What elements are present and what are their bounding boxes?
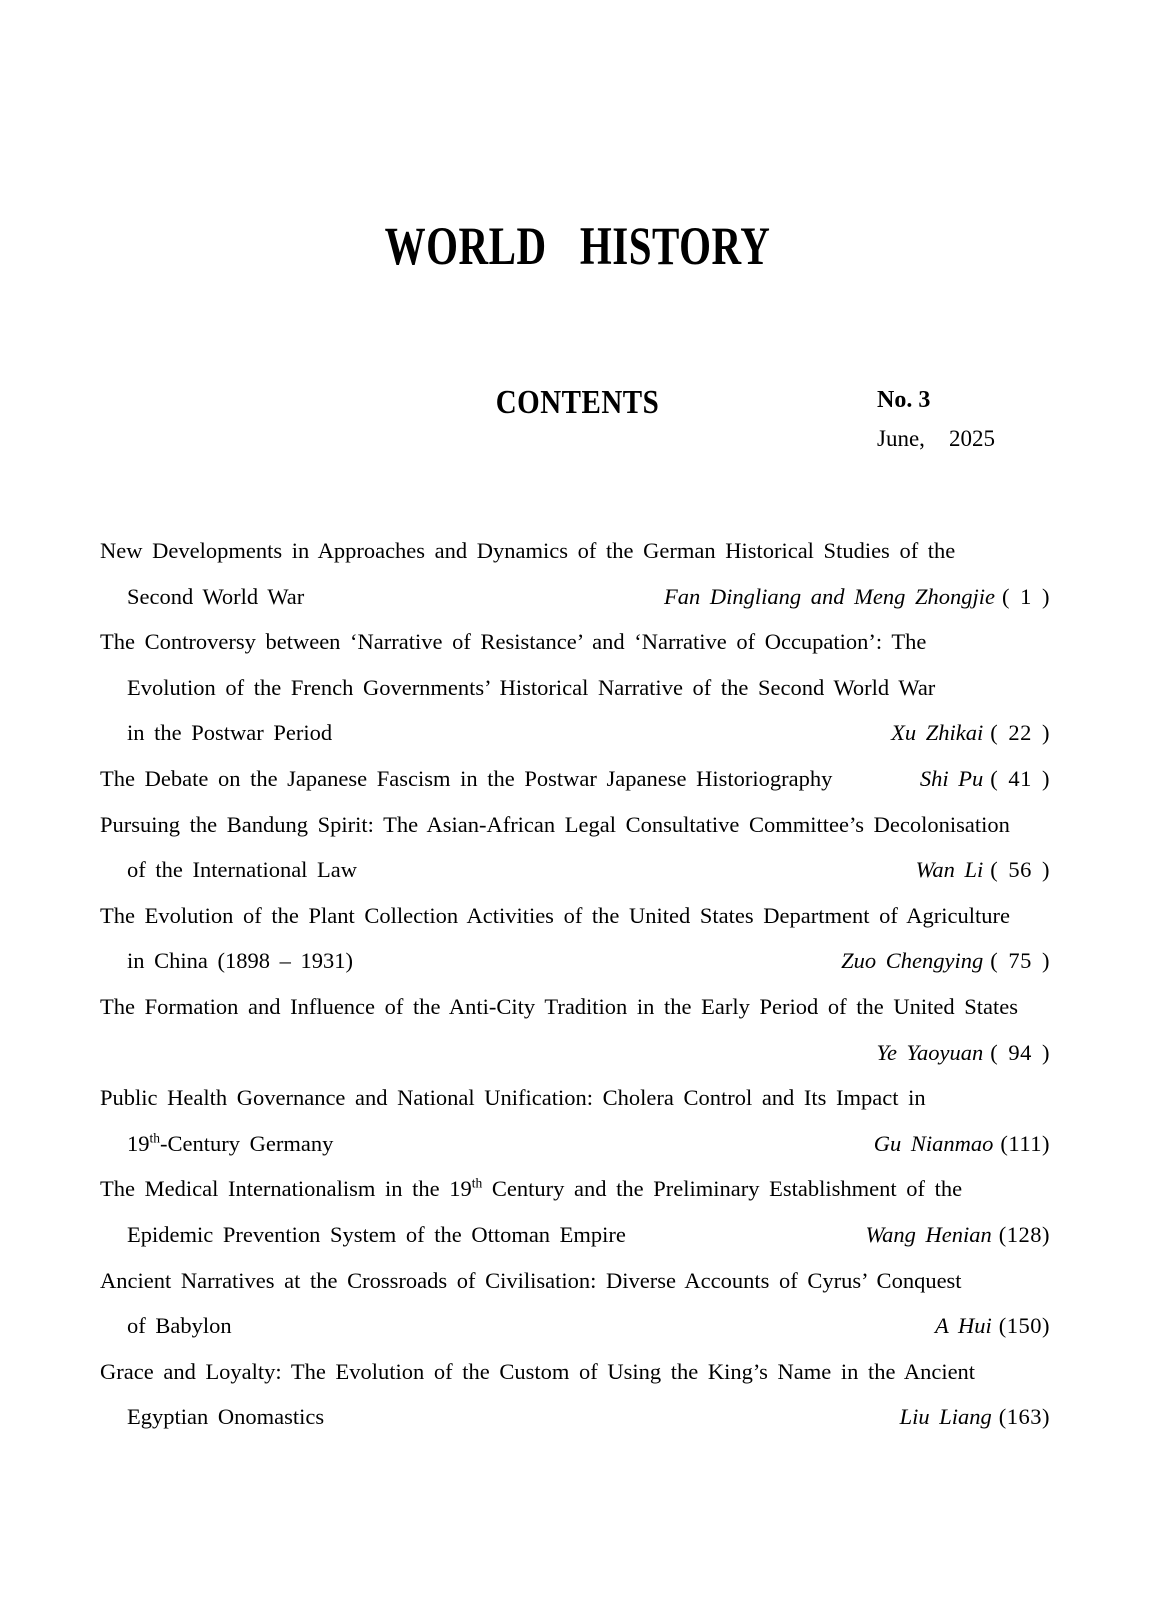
toc-line [100, 1030, 1050, 1076]
toc-line-reference [664, 574, 1050, 620]
toc-line [100, 1303, 1050, 1349]
page-number: (163) [998, 1404, 1050, 1430]
toc-line [100, 665, 1050, 711]
toc-line [100, 802, 1050, 848]
journal-title: WORLD HISTORY [384, 215, 771, 277]
author-name: A Hui [935, 1313, 992, 1339]
toc-line [100, 528, 1050, 574]
text-segment: The Evolution of the Plant Collection Activities of the United States Department of Agriculture [100, 902, 1010, 928]
issue-number: No. 3 [877, 387, 931, 413]
toc-line-text [127, 665, 935, 711]
author-name: Fan Dingliang and Meng Zhongjie [664, 583, 995, 609]
toc-line [100, 1394, 1050, 1440]
toc-line [100, 574, 1050, 620]
text-segment: of Babylon [127, 1313, 232, 1339]
toc-line-text [100, 984, 1018, 1030]
toc-line-text [127, 1303, 232, 1349]
toc-line-text [100, 893, 1010, 939]
toc-line-text [127, 938, 353, 984]
page-number: ( 1 ) [1002, 583, 1050, 609]
toc-line-text [100, 756, 832, 802]
toc-line [100, 1075, 1050, 1121]
toc-line-text [100, 802, 1010, 848]
superscript-text: th [149, 1130, 161, 1146]
author-name: Wan Li [915, 857, 984, 883]
author-name: Shi Pu [919, 765, 984, 791]
toc-line [100, 1166, 1050, 1212]
page-number: (111) [1000, 1130, 1050, 1156]
text-segment: Pursuing the Bandung Spirit: The Asian-African Legal Consultative Committee’s Decolonisation [100, 811, 1010, 837]
toc-line [100, 1258, 1050, 1304]
toc-line [100, 847, 1050, 893]
toc-line-reference [920, 756, 1050, 802]
toc-line [100, 1349, 1050, 1395]
text-segment: in China (1898 – 1931) [127, 948, 353, 974]
toc-line-text [127, 1394, 324, 1440]
text-segment: The Formation and Influence of the Anti-City Tradition in the Early Period of the United States [100, 993, 1018, 1019]
page-number: (150) [998, 1313, 1050, 1339]
toc-line [100, 619, 1050, 665]
toc-line [100, 1212, 1050, 1258]
text-segment: The Controversy between ‘Narrative of Resistance’ and ‘Narrative of Occupation’: The [100, 629, 927, 655]
text-segment: of the International Law [127, 857, 358, 883]
text-segment: 19 [127, 1130, 150, 1156]
author-name: Zuo Chengying [841, 948, 984, 974]
toc-line [100, 1121, 1050, 1167]
toc-line-reference [891, 710, 1050, 756]
toc-line-reference [865, 1212, 1050, 1258]
page-number: (128) [998, 1221, 1050, 1247]
superscript-text: th [471, 1175, 483, 1191]
toc-list [100, 528, 1050, 1440]
toc-line-reference [900, 1394, 1050, 1440]
author-name: Xu Zhikai [891, 720, 984, 746]
toc-line-text [100, 1075, 926, 1121]
toc-line-reference [877, 1030, 1051, 1076]
toc-line-text [127, 710, 332, 756]
toc-line-text [127, 1212, 626, 1258]
toc-line [100, 984, 1050, 1030]
text-segment: Egyptian Onomastics [127, 1404, 325, 1430]
toc-line-text [100, 1349, 975, 1395]
text-segment: Ancient Narratives at the Crossroads of Civilisation: Diverse Accounts of Cyrus’ Conquest [100, 1267, 962, 1293]
toc-line [100, 710, 1050, 756]
text-segment: -Century Germany [160, 1130, 334, 1156]
author-name: Gu Nianmao [873, 1130, 994, 1156]
issue-info [877, 386, 995, 452]
page-number: ( 56 ) [990, 857, 1050, 883]
toc-line [100, 756, 1050, 802]
toc-line [100, 893, 1050, 939]
toc-line-text [100, 528, 955, 574]
page-number: ( 94 ) [990, 1039, 1050, 1065]
text-segment: Public Health Governance and National Unification: Cholera Control and Its Impact in [100, 1085, 926, 1111]
issue-date: June, 2025 [877, 426, 996, 451]
text-segment: Century and the Preliminary Establishment of the [482, 1176, 963, 1202]
toc-line-text [127, 1121, 333, 1167]
toc-line-text [100, 1258, 962, 1304]
toc-line-reference [916, 847, 1050, 893]
text-segment: Epidemic Prevention System of the Ottoman Empire [127, 1221, 626, 1247]
toc-line-text [127, 574, 304, 620]
contents-heading: CONTENTS [495, 384, 660, 421]
toc-line-text [100, 619, 926, 665]
toc-line-reference [841, 938, 1050, 984]
text-segment: The Medical Internationalism in the 19 [100, 1176, 472, 1202]
author-name: Liu Liang [899, 1404, 992, 1430]
toc-line-reference [935, 1303, 1050, 1349]
text-segment: New Developments in Approaches and Dynamics of the German Historical Studies of the [100, 538, 956, 563]
text-segment: Grace and Loyalty: The Evolution of the Custom of Using the King’s Name in the Ancient [100, 1358, 976, 1384]
text-segment: The Debate on the Japanese Fascism in the Postwar Japanese Historiography [100, 765, 833, 791]
page-number: ( 41 ) [990, 765, 1050, 791]
page-number: ( 22 ) [990, 720, 1050, 746]
author-name: Ye Yaoyuan [876, 1039, 984, 1065]
text-segment: Second World War [127, 583, 305, 609]
text-segment: Evolution of the French Governments’ Historical Narrative of the Second World War [127, 674, 936, 700]
toc-line [100, 938, 1050, 984]
text-segment: in the Postwar Period [127, 720, 333, 746]
author-name: Wang Henian [865, 1221, 992, 1247]
page-number: ( 75 ) [990, 948, 1050, 974]
toc-line-text [127, 847, 357, 893]
toc-line-text [100, 1166, 962, 1212]
toc-line-reference [874, 1121, 1050, 1167]
